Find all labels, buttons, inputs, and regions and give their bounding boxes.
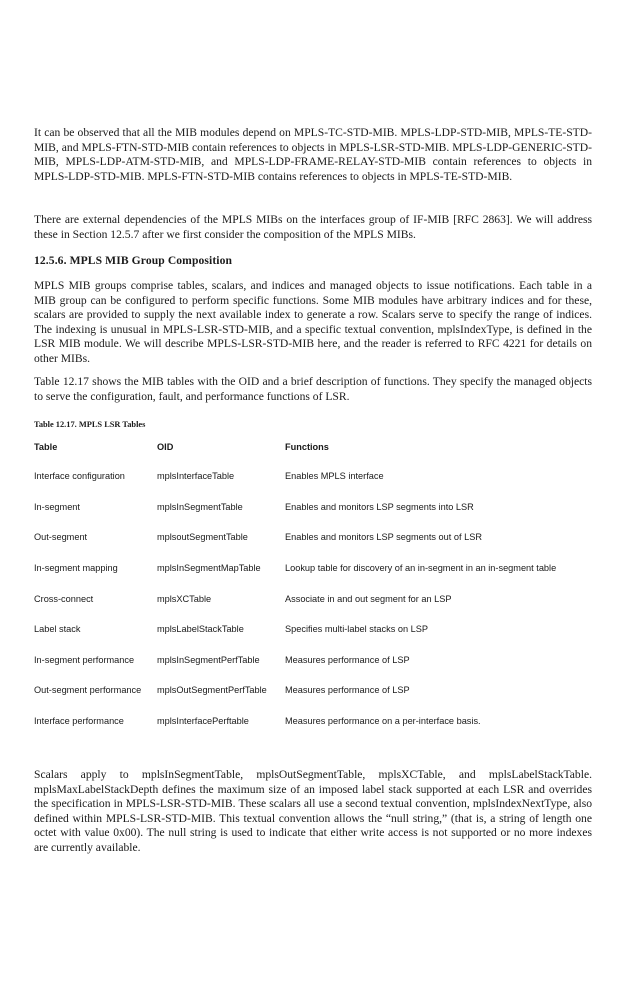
cell-oid: mplsInSegmentTable: [157, 501, 243, 512]
paragraph-table-intro: Table 12.17 shows the MIB tables with the OID and a brief description of functions. They specify the managed objects to serve the configuration, fault, and performance functions of LSR.: [34, 375, 592, 403]
cell-table-name: Label stack: [34, 624, 81, 635]
cell-oid: mplsInSegmentPerfTable: [157, 654, 260, 665]
cell-function: Lookup table for discovery of an in-segment in an in-segment table: [285, 563, 557, 574]
header-table: Table: [34, 442, 58, 452]
cell-function: Measures performance of LSP: [285, 685, 410, 696]
cell-oid: mplsXCTable: [157, 593, 212, 604]
cell-table-name: Interface configuration: [34, 471, 125, 482]
cell-oid: mplsOutSegmentPerfTable: [157, 685, 267, 696]
table-row: [34, 522, 595, 553]
cell-table-name: In-segment performance: [34, 654, 135, 665]
header-oid: OID: [157, 442, 174, 452]
cell-table-name: Out-segment performance: [34, 685, 142, 696]
lsr-tables-table: [34, 433, 595, 736]
cell-oid: mplsInterfaceTable: [157, 471, 235, 482]
section-heading: 12.5.6. MPLS MIB Group Composition: [34, 254, 233, 267]
paragraph-scalars: Scalars apply to mplsInSegmentTable, mplsOutSegmentTable, mplsXCTable, and mplsLabelStackTable. mplsMaxLabelStackDepth defines the maximum size of an imposed label stack supported at each LSR and overrides the specification in MPLS-LSR-STD-MIB. These scalars all use a second textual convention, mplsIndexNextType, also defined within MPLS-LSR-STD-MIB. This textual convention allows the “null string,” (that is, a string of length one octet with value 0x00). The null string is used to indicate that either write access is not supported or no more indexes are currently available.: [34, 768, 592, 854]
table-row: [34, 675, 595, 706]
cell-oid: mplsLabelStackTable: [157, 624, 244, 635]
paragraph-external-dependencies: There are external dependencies of the MPLS MIBs on the interfaces group of IF-MIB [RFC 2863]. We will address these in Section 12.5.7 after we first consider the composition of the MPLS MIBs.: [34, 213, 592, 241]
cell-oid: mplsoutSegmentTable: [157, 532, 248, 543]
table-caption: Table 12.17. MPLS LSR Tables: [34, 420, 146, 429]
table-row: [34, 645, 595, 676]
table-header-row: [34, 433, 595, 461]
header-functions: Functions: [285, 442, 329, 452]
cell-table-name: Cross-connect: [34, 593, 94, 604]
table-row: [34, 461, 595, 492]
cell-function: Associate in and out segment for an LSP: [285, 593, 452, 604]
table-row: [34, 583, 595, 614]
paragraph-mib-dependencies: It can be observed that all the MIB modules depend on MPLS-TC-STD-MIB. MPLS-LDP-STD-MIB, MPLS-TE-STD-MIB, and MPLS-FTN-STD-MIB contain references to objects in MPLS-LSR-STD-MIB. MPLS-LDP-GENERIC-STD-MIB, MPLS-LDP-ATM-STD-MIB, and MPLS-LDP-FRAME-RELAY-STD-MIB contain references to objects in MPLS-LDP-STD-MIB. MPLS-FTN-STD-MIB contains references to objects in MPLS-TE-STD-MIB.: [34, 126, 592, 183]
cell-table-name: Interface performance: [34, 716, 124, 727]
table-row: [34, 492, 595, 523]
table-row: [34, 706, 595, 737]
cell-table-name: In-segment: [34, 501, 80, 512]
table-row: [34, 614, 595, 645]
cell-function: Measures performance of LSP: [285, 654, 410, 665]
cell-function: Measures performance on a per-interface basis.: [285, 716, 481, 727]
cell-oid: mplsInSegmentMapTable: [157, 563, 261, 574]
cell-oid: mplsInterfacePerftable: [157, 716, 249, 727]
cell-function: Enables and monitors LSP segments into LSR: [285, 501, 474, 512]
table-row: [34, 553, 595, 584]
cell-function: Enables MPLS interface: [285, 471, 384, 482]
paragraph-group-composition: MPLS MIB groups comprise tables, scalars, and indices and managed objects to issue notifications. Each table in a MIB group can be configured to perform specific functions. Some MIB modules have arbitrary indices and for these, scalars are provided to supply the next available index to generate a row. Scalars serve to specify the range of indices. The indexing is unusual in MPLS-LSR-STD-MIB, and a specific textual convention, mplsIndexType, is defined in the LSR MIB module. We will describe MPLS-LSR-STD-MIB here, and the reader is referred to RFC 4221 for details on other MIBs.: [34, 279, 592, 365]
cell-table-name: In-segment mapping: [34, 563, 118, 574]
cell-function: Enables and monitors LSP segments out of LSR: [285, 532, 482, 543]
cell-table-name: Out-segment: [34, 532, 88, 543]
cell-function: Specifies multi-label stacks on LSP: [285, 624, 428, 635]
